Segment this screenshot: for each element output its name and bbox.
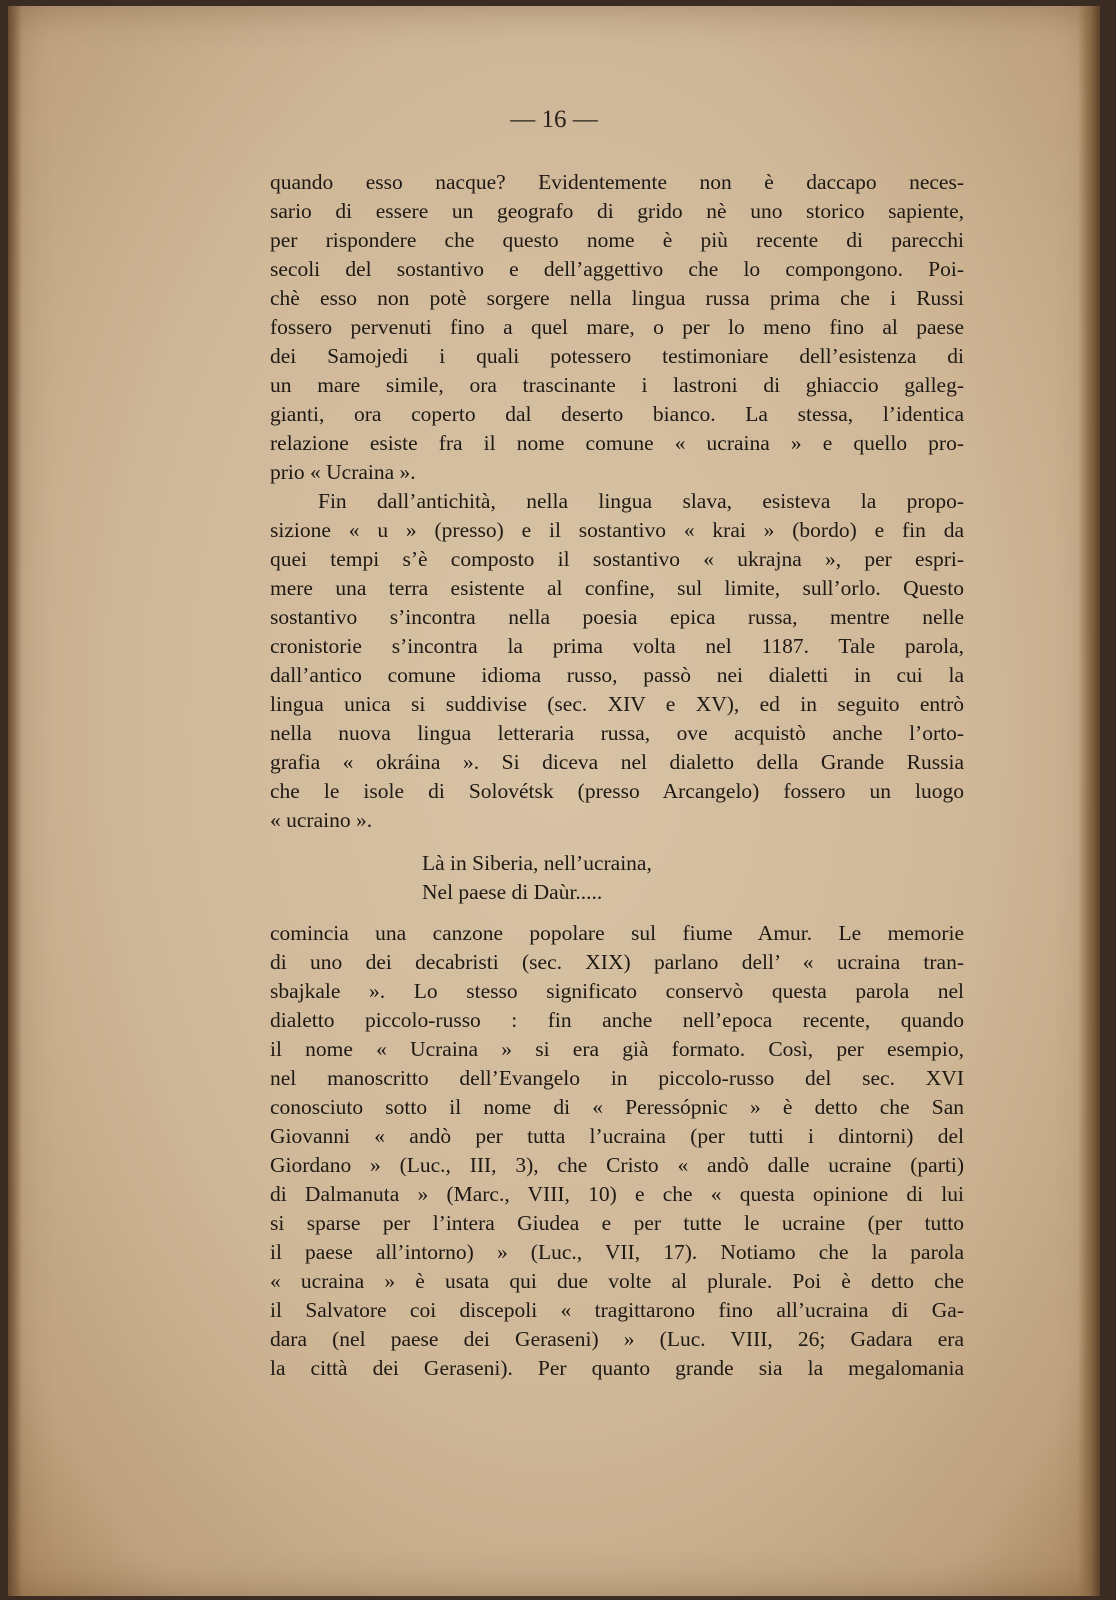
text-line: Giovanni « andò per tutta l’ucraina (per tutti i dintorni) del bbox=[270, 1124, 964, 1148]
text-line: sostantivo s’incontra nella poesia epica russa, mentre nelle bbox=[270, 605, 964, 629]
text-line: di uno dei decabristi (sec. XIX) parlano dell’ « ucraina tran- bbox=[270, 950, 964, 974]
text-line: quando esso nacque? Evidentemente non è daccapo neces- bbox=[270, 170, 964, 194]
book-page bbox=[8, 6, 1100, 1596]
text-line: conosciuto sotto il nome di « Peressópnic » è detto che San bbox=[270, 1095, 964, 1119]
text-line: mere una terra esistente al confine, sul limite, sull’orlo. Questo bbox=[270, 576, 964, 600]
text-line: nel manoscritto dell’Evangelo in piccolo-russo del sec. XVI bbox=[270, 1066, 964, 1090]
page-right-edge-binding bbox=[1078, 6, 1100, 1596]
body-text bbox=[270, 168, 964, 1383]
text-line: sbajkale ». Lo stesso significato conservò questa parola nel bbox=[270, 979, 964, 1003]
paragraph-2 bbox=[270, 487, 964, 835]
text-line: nella nuova lingua letteraria russa, ove acquistò anche l’orto- bbox=[270, 721, 964, 745]
text-line: fossero pervenuti fino a quel mare, o per lo meno fino al paese bbox=[270, 315, 964, 339]
text-line: relazione esiste fra il nome comune « ucraina » e quello pro- bbox=[270, 431, 964, 455]
text-line: si sparse per l’intera Giudea e per tutte le ucraine (per tutto bbox=[270, 1211, 964, 1235]
text-line: chè esso non potè sorgere nella lingua russa prima che i Russi bbox=[270, 286, 964, 310]
text-line: il paese all’intorno) » (Luc., VII, 17). Notiamo che la parola bbox=[270, 1240, 964, 1264]
text-line: dall’antico comune idioma russo, passò nei dialetti in cui la bbox=[270, 663, 964, 687]
text-line: la città dei Geraseni). Per quanto grande sia la megalomania bbox=[270, 1356, 964, 1380]
text-line: cronistorie s’incontra la prima volta nel 1187. Tale parola, bbox=[270, 634, 964, 658]
paragraph-1 bbox=[270, 168, 964, 487]
text-line: quei tempi s’è composto il sostantivo « ukrajna », per espri- bbox=[270, 547, 964, 571]
text-line: grafia « okráina ». Si diceva nel dialetto della Grande Russia bbox=[270, 750, 964, 774]
text-line: « ucraino ». bbox=[270, 808, 373, 832]
text-line: il nome « Ucraina » si era già formato. Così, per esempio, bbox=[270, 1037, 964, 1061]
verse-line: Là in Siberia, nell’ucraina, bbox=[422, 851, 652, 875]
text-line: che le isole di Solovétsk (presso Arcangelo) fossero un luogo bbox=[270, 779, 964, 803]
verse-line: Nel paese di Daùr..... bbox=[422, 880, 603, 904]
text-line: dei Samojedi i quali potessero testimoniare dell’esistenza di bbox=[270, 344, 964, 368]
text-line: gianti, ora coperto dal deserto bianco. La stessa, l’identica bbox=[270, 402, 964, 426]
text-line: comincia una canzone popolare sul fiume Amur. Le memorie bbox=[270, 921, 964, 945]
text-line: un mare simile, ora trascinante i lastroni di ghiaccio galleg- bbox=[270, 373, 964, 397]
text-line: sizione « u » (presso) e il sostantivo « krai » (bordo) e fin da bbox=[270, 518, 964, 542]
text-line: il Salvatore coi discepoli « tragittarono fino all’ucraina di Ga- bbox=[270, 1298, 964, 1322]
text-line: sario di essere un geografo di grido nè uno storico sapiente, bbox=[270, 199, 964, 223]
text-line: Giordano » (Luc., III, 3), che Cristo « andò dalle ucraine (parti) bbox=[270, 1153, 964, 1177]
text-line: Fin dall’antichità, nella lingua slava, esisteva la propo- bbox=[318, 489, 964, 513]
paragraph-3 bbox=[270, 919, 964, 1383]
page-left-edge-shadow bbox=[8, 6, 22, 1596]
text-line: prio « Ucraina ». bbox=[270, 460, 416, 484]
text-line: « ucraina » è usata qui due volte al plurale. Poi è detto che bbox=[270, 1269, 964, 1293]
verse-quote bbox=[270, 849, 964, 907]
text-line: lingua unica si suddivise (sec. XIV e XV), ed in seguito entrò bbox=[270, 692, 964, 716]
text-line: per rispondere che questo nome è più recente di parecchi bbox=[270, 228, 964, 252]
text-line: dara (nel paese dei Geraseni) » (Luc. VIII, 26; Gadara era bbox=[270, 1327, 964, 1351]
page-number: — 16 — bbox=[510, 106, 598, 133]
text-line: secoli del sostantivo e dell’aggettivo che lo compongono. Poi- bbox=[270, 257, 964, 281]
text-line: dialetto piccolo-russo : fin anche nell’epoca recente, quando bbox=[270, 1008, 964, 1032]
text-line: di Dalmanuta » (Marc., VIII, 10) e che « questa opinione di lui bbox=[270, 1182, 964, 1206]
